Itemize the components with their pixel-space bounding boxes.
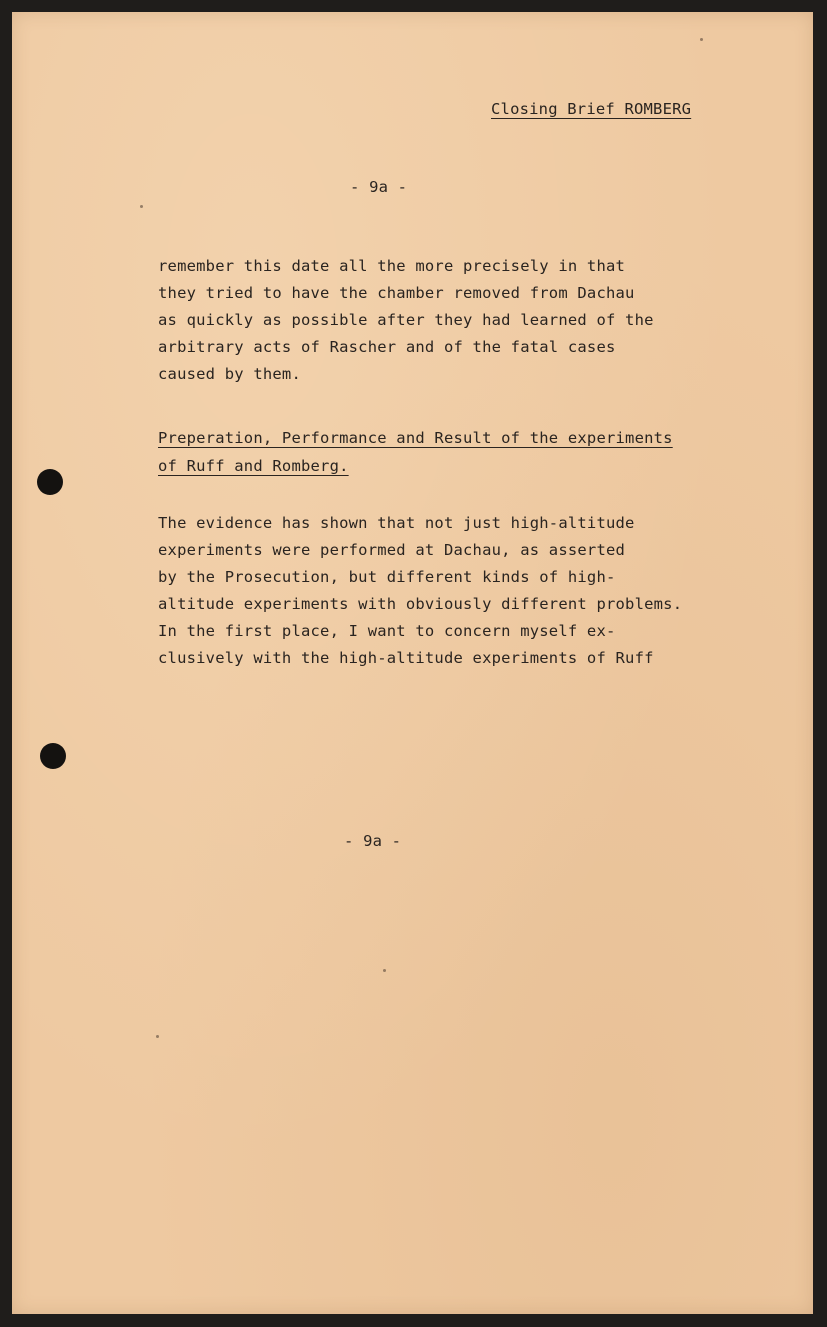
text-line: caused by them.: [158, 365, 301, 383]
text-line: In the first place, I want to concern myself ex-: [158, 622, 616, 640]
paper-speck: [156, 1035, 159, 1038]
page-number-top: - 9a -: [350, 178, 408, 196]
text-line: they tried to have the chamber removed from Dachau: [158, 284, 635, 302]
page-number-bottom: - 9a -: [344, 832, 402, 850]
punch-hole: [40, 743, 66, 769]
text-line: as quickly as possible after they had learned of the: [158, 311, 654, 329]
text-line: clusively with the high-altitude experiments of Ruff: [158, 649, 654, 667]
paper-speck: [700, 38, 703, 41]
text-line: by the Prosecution, but different kinds of high-: [158, 568, 616, 586]
section-heading: [158, 424, 673, 480]
heading-line: of Ruff and Romberg.: [158, 457, 349, 475]
text-line: altitude experiments with obviously different problems.: [158, 595, 683, 613]
paragraph-continuation: [158, 253, 654, 388]
text-line: remember this date all the more precisely in that: [158, 257, 626, 275]
paper-sheet: [12, 12, 813, 1314]
paper-speck: [383, 969, 386, 972]
paragraph-evidence: [158, 510, 682, 672]
punch-hole: [37, 469, 63, 495]
heading-line: Preperation, Performance and Result of the experiments: [158, 429, 673, 447]
text-line: experiments were performed at Dachau, as asserted: [158, 541, 626, 559]
text-line: arbitrary acts of Rascher and of the fatal cases: [158, 338, 616, 356]
paper-speck: [140, 205, 143, 208]
document-header: Closing Brief ROMBERG: [491, 100, 692, 118]
text-line: The evidence has shown that not just high-altitude: [158, 514, 635, 532]
